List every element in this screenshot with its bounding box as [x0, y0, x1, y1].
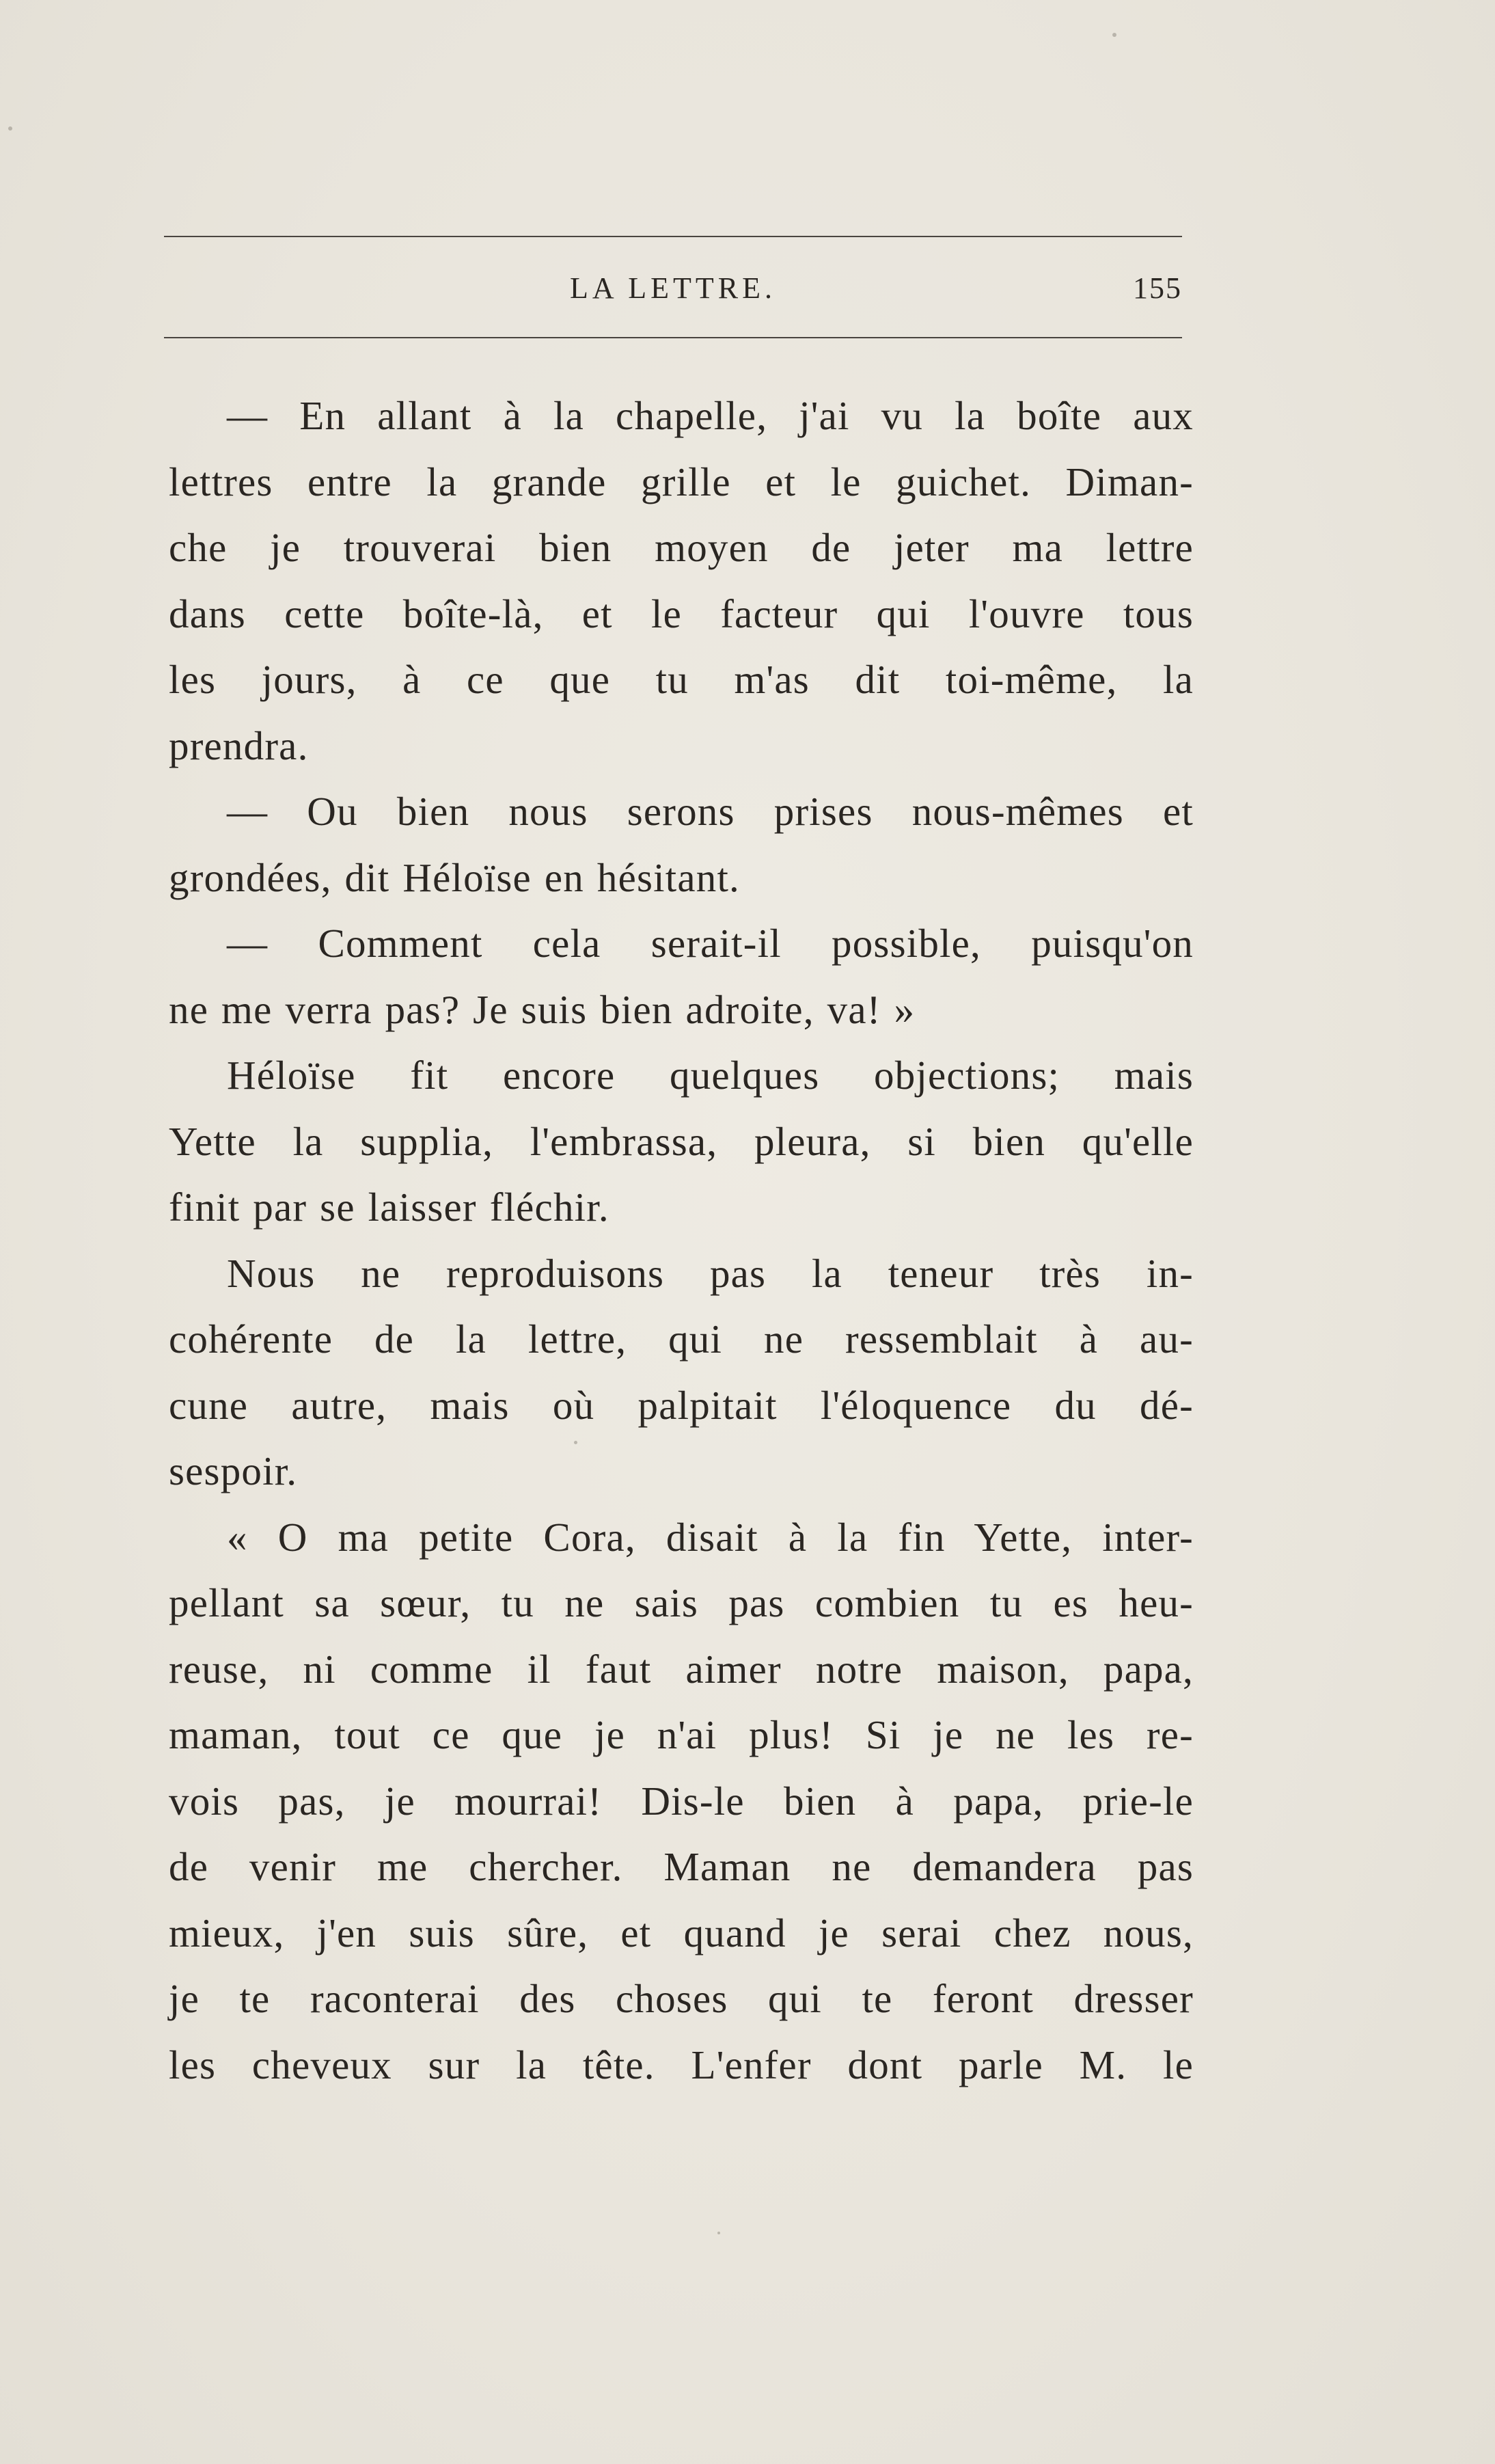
text-line: lettres entre la grande grille et le guichet. Diman- [169, 459, 1194, 504]
text-line: je te raconterai des choses qui te feront dresser [169, 1976, 1194, 2021]
text-line: grondées, dit Héloïse en hésitant. [169, 854, 740, 900]
text-line: — Comment cela serait-il possible, puisqu'on [227, 921, 1194, 966]
text-line: ne me verra pas? Je suis bien adroite, va! » [169, 986, 916, 1032]
body-text [169, 383, 1194, 2098]
text-line: prendra. [169, 722, 309, 768]
text-line: sespoir. [169, 1448, 298, 1493]
text-line: — Ou bien nous serons prises nous-mêmes et [227, 789, 1194, 834]
text-line: Nous ne reproduisons pas la teneur très in- [227, 1250, 1194, 1296]
running-head [164, 271, 1182, 312]
paper-speck [574, 1441, 577, 1444]
text-line: vois pas, je mourrai! Dis-le bien à papa, prie-le [169, 1778, 1194, 1824]
text-line: — En allant à la chapelle, j'ai vu la boîte aux [227, 393, 1194, 438]
text-line: Héloïse fit encore quelques objections; mais [227, 1053, 1194, 1098]
header-rule-top [164, 236, 1182, 237]
text-line: cohérente de la lettre, qui ne ressemblait à au- [169, 1316, 1194, 1362]
running-title: LA LETTRE. [570, 271, 776, 305]
text-line: Yette la supplia, l'embrassa, pleura, si bien qu'elle [169, 1118, 1194, 1164]
text-line: pellant sa sœur, tu ne sais pas combien tu es heu- [169, 1580, 1194, 1625]
header-rule-bottom [164, 337, 1182, 338]
text-line: che je trouverai bien moyen de jeter ma lettre [169, 525, 1194, 570]
paper-speck [717, 2232, 720, 2234]
text-line: de venir me chercher. Maman ne demandera pas [169, 1844, 1194, 1889]
text-line: « O ma petite Cora, disait à la fin Yette, inter- [227, 1514, 1194, 1560]
text-line: reuse, ni comme il faut aimer notre maison, papa, [169, 1646, 1194, 1692]
page-number: 155 [1133, 271, 1182, 305]
text-line: dans cette boîte-là, et le facteur qui l'ouvre tous [169, 591, 1194, 636]
text-line: cune autre, mais où palpitait l'éloquence du dé- [169, 1382, 1194, 1428]
paper-speck [1112, 33, 1116, 37]
paper-speck [8, 126, 12, 131]
text-line: maman, tout ce que je n'ai plus! Si je ne les re- [169, 1712, 1194, 1757]
text-line: mieux, j'en suis sûre, et quand je serai chez nous, [169, 1910, 1194, 1955]
text-line: les jours, à ce que tu m'as dit toi-même, la [169, 657, 1194, 702]
text-line: finit par se laisser fléchir. [169, 1184, 609, 1230]
text-line: les cheveux sur la tête. L'enfer dont parle M. le [169, 2042, 1194, 2087]
